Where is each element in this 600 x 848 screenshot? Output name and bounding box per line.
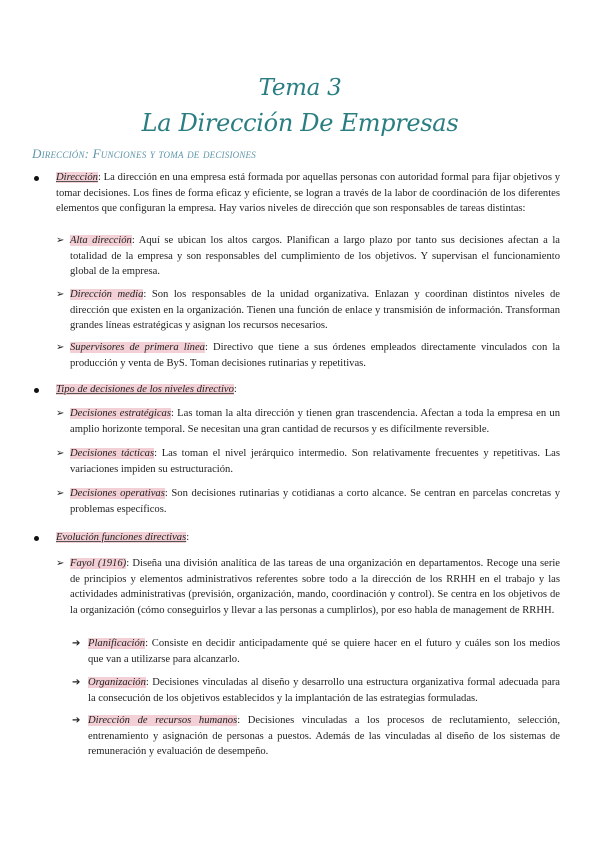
- body-text: : Decisiones vinculadas al diseño y desarrollo una estructura organizativa formal adecuada para la consecución de los objetivos establecidos y la implantación de las estrategias formuladas.: [88, 677, 560, 704]
- item-fayol: [70, 556, 560, 618]
- section-heading: Dirección: Funciones y toma de decisiones: [32, 146, 256, 161]
- sub-organizacion: [88, 675, 560, 706]
- item-direccion-media: [70, 287, 560, 334]
- bullet-direccion: [56, 170, 560, 217]
- item-alta-direccion: [70, 233, 560, 280]
- arrow-icon: ➢: [56, 448, 65, 459]
- sub-rrhh: [88, 713, 560, 760]
- term: Dirección: [56, 172, 98, 183]
- term: Evolución funciones directivas: [56, 532, 187, 543]
- term: Dirección media: [70, 289, 144, 300]
- term: Alta dirección: [70, 235, 132, 246]
- term: Organización: [88, 677, 146, 688]
- bullet-dot: [34, 388, 39, 393]
- arrow-icon: ➢: [56, 342, 65, 353]
- sub-planificacion: [88, 636, 560, 667]
- bullet-tipo-decisiones: [56, 382, 560, 398]
- arrow-icon: ➢: [56, 488, 65, 499]
- right-arrow-icon: ➔: [72, 677, 81, 688]
- bullet-evolucion: [56, 530, 560, 546]
- body-text: : Aquí se ubican los altos cargos. Planifican a largo plazo por tanto sus decisiones afectan a la totalidad de la empresa y son responsables del cumplimiento de los objetivos. Y supervisan el funcionamiento global de la empresa.: [70, 235, 560, 278]
- body-text: : Directivo que tiene a sus órdenes empleados directamente vinculados con la producción y venta de ByS. Toman decisiones rutinarias y repetitivas.: [70, 342, 560, 369]
- body-text: : Decisiones vinculadas a los procesos de reclutamiento, selección, entrenamiento y asignación de personas a puestos. Además de las vinculadas al diseño de los sistemas de remuneración y evaluación de desempeño.: [88, 715, 561, 758]
- body-text: : Diseña una división analítica de las tareas de una organización en departamentos. Recoge una serie de principios y elementos administrativos referentes sobre todo a la dirección de los RRHH en el trabajo y las actividades administrativas (previsión, organización, mando, coordinación y control). Se centra en los objetivos de la organización (cómo conseguirlos y llevar a las personas a cumplirlos), por eso habla de management de RRHH.: [70, 558, 560, 616]
- item-tacticas: [70, 446, 560, 477]
- body-text: : Son decisiones rutinarias y cotidianas a corto alcance. Se centran en parcelas concretas y problemas específicos.: [70, 488, 561, 515]
- term: Supervisores de primera línea: [70, 342, 205, 353]
- body-text: : La dirección en una empresa está formada por aquellas personas con autoridad formal para fijar objetivos y tomar decisiones. Los fines de forma eficaz y eficiente, se logran a través de la labor de coordinación de los diferentes elementos que configuran la empresa. Hay varios niveles de dirección que son responsables de tareas distintas:: [56, 172, 560, 215]
- right-arrow-icon: ➔: [72, 638, 81, 649]
- body-text: : Son los responsables de la unidad organizativa. Enlazan y coordinan distintos niveles de dirección que existen en la organización. Tienen una función de enlace y transmisión de información. Transforman grandes líneas estratégicas y asignan los recursos necesarios.: [70, 289, 560, 332]
- term: Planificación: [88, 638, 146, 649]
- arrow-icon: ➢: [56, 408, 65, 419]
- right-arrow-icon: ➔: [72, 715, 81, 726]
- body-text: :: [186, 532, 190, 543]
- arrow-icon: ➢: [56, 558, 65, 569]
- arrow-icon: ➢: [56, 235, 65, 246]
- arrow-icon: ➢: [56, 289, 65, 300]
- term: Decisiones operativas: [70, 488, 165, 499]
- item-supervisores: [70, 340, 560, 371]
- title-line-1: Tema 3: [258, 75, 342, 101]
- body-text: : Las toman la alta dirección y tienen gran trascendencia. Afectan a toda la empresa en un amplio horizonte temporal. Se necesitan una gran cantidad de recursos y es difícilmente reversible.: [70, 408, 560, 435]
- bullet-dot: [34, 536, 39, 541]
- bullet-dot: [34, 176, 39, 181]
- term: Fayol (1916): [70, 558, 127, 569]
- body-text: : Consiste en decidir anticipadamente qué se quiere hacer en el futuro y cuáles son los medios que van a utilizarse para alcanzarlo.: [88, 638, 560, 665]
- term: Tipo de decisiones de los niveles directivo: [56, 384, 234, 395]
- term: Decisiones tácticas: [70, 448, 155, 459]
- body-text: : Las toman el nivel jerárquico intermedio. Son relativamente frecuentes y repetitivas. Las variaciones impiden su estructuración.: [70, 448, 560, 475]
- item-estrategicas: [70, 406, 560, 437]
- body-text: :: [233, 384, 237, 395]
- term: Dirección de recursos humanos: [88, 715, 238, 726]
- term: Decisiones estratégicas: [70, 408, 171, 419]
- title-line-2: La Dirección De Empresas: [141, 109, 459, 137]
- item-operativas: [70, 486, 560, 517]
